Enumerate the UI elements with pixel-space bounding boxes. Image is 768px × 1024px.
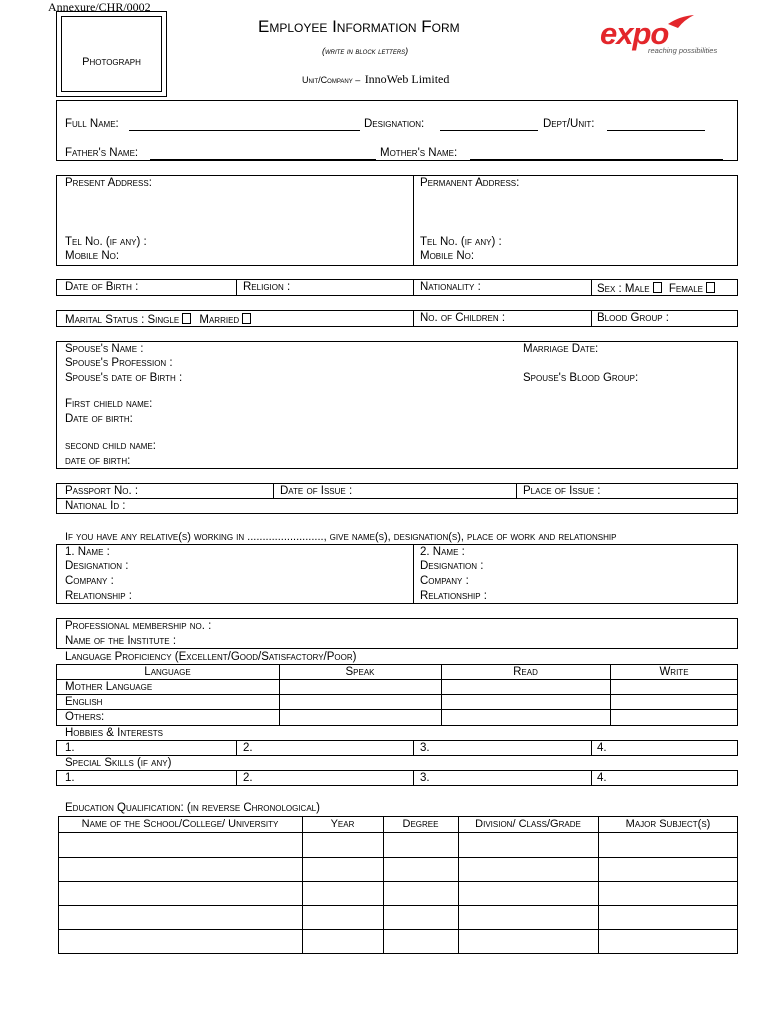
unit-value: InnoWeb Limited (364, 72, 450, 86)
married-checkbox[interactable] (242, 313, 251, 324)
skill-4: 4. (597, 772, 607, 784)
relatives-section (56, 544, 738, 604)
hobby-2: 2. (243, 742, 253, 754)
relative-1-designation-label: Designation : (65, 560, 129, 572)
education-table (58, 816, 738, 954)
form-title: Employee Information Form (258, 17, 460, 36)
relative-1-relationship-label: Relationship : (65, 590, 133, 602)
date-of-issue-label: Date of Issue : (280, 485, 353, 497)
language-col-speak: Speak (345, 666, 375, 678)
designation-field[interactable] (440, 130, 538, 131)
spouse-dob-label: Spouse's date of Birth : (65, 372, 183, 384)
full-name-label: Full Name: (65, 118, 119, 130)
skills-row (56, 770, 738, 786)
education-col-school: Name of the School/College/ University (81, 818, 279, 830)
nationality-label: Nationality : (420, 281, 481, 293)
second-child-dob-label: date of birth: (65, 455, 131, 467)
permanent-tel-label: Tel No. (if any) : (420, 236, 502, 248)
hobbies-row (56, 740, 738, 756)
single-checkbox[interactable] (182, 313, 191, 324)
present-tel-label: Tel No. (if any) : (65, 236, 147, 248)
sex-female-label: Female (668, 283, 703, 295)
skill-1: 1. (65, 772, 75, 784)
sex-male-label: Sex : Male (597, 283, 650, 295)
skills-heading: Special Skills (if any) (65, 757, 172, 769)
second-child-name-label: second child name: (65, 440, 156, 452)
language-col-read: Read (513, 666, 538, 678)
mother-name-label: Mother's Name: (380, 147, 458, 159)
education-col-division: Division/ Class/Grade (475, 818, 581, 830)
membership-label: Professional membership no. : (65, 620, 212, 632)
document-reference: Annexure/CHR/0002 (48, 0, 151, 14)
logo-tagline: reaching possibilities (648, 46, 718, 55)
first-child-dob-label: Date of birth: (65, 413, 133, 425)
relative-2-relationship-label: Relationship : (420, 590, 488, 602)
logo-brand: expo (600, 16, 669, 51)
full-name-field[interactable] (129, 130, 360, 131)
education-heading: Education Qualification: (in reverse Chronological) (65, 802, 320, 814)
marriage-date-label: Marriage Date: (523, 343, 599, 355)
relative-1-name-label: 1. Name : (65, 546, 110, 558)
hobby-4: 4. (597, 742, 607, 754)
male-checkbox[interactable] (653, 282, 662, 293)
relative-1-company-label: Company : (65, 575, 114, 587)
skill-2: 2. (243, 772, 253, 784)
skill-3: 3. (420, 772, 430, 784)
language-heading: Language Proficiency (Excellent/Good/Satisfactory/Poor) (65, 651, 357, 663)
female-checkbox[interactable] (706, 282, 715, 293)
permanent-address-label: Permanent Address: (420, 177, 520, 189)
relative-2-name-label: 2. Name : (420, 546, 465, 558)
form-subtitle: (write in block letters) (322, 46, 409, 56)
hobbies-heading: Hobbies & Interests (65, 727, 164, 739)
photograph-frame (56, 11, 167, 97)
address-section (56, 175, 738, 266)
marital-single-label: Marital Status : Single (65, 314, 180, 326)
sex-field (597, 282, 715, 296)
dept-unit-label: Dept/Unit: (543, 118, 595, 130)
father-name-field[interactable] (150, 159, 376, 160)
hobby-1: 1. (65, 742, 75, 754)
institute-label: Name of the Institute : (65, 635, 177, 647)
language-row-english: English (65, 696, 103, 708)
place-of-issue-label: Place of Issue : (523, 485, 601, 497)
expo-logo (598, 14, 743, 58)
passport-no-label: Passport No. : (65, 485, 139, 497)
mother-name-field[interactable] (470, 159, 723, 160)
first-child-name-label: First chield name: (65, 398, 153, 410)
designation-label: Designation: (364, 118, 425, 130)
dob-label: Date of Birth : (65, 281, 139, 293)
hobby-3: 3. (420, 742, 430, 754)
relative-2-designation-label: Designation : (420, 560, 484, 572)
language-col-write: Write (659, 666, 689, 678)
relatives-heading: If you have any relative(s) working in ........................., give name(s), designation(s), place of work and relationship (65, 531, 617, 543)
education-col-subjects: Major Subject(s) (625, 818, 711, 830)
unit-label: Unit/Company – (302, 75, 361, 85)
national-id-label: National Id : (65, 500, 126, 512)
education-col-degree: Degree (402, 818, 439, 830)
language-row-others: Others: (65, 711, 105, 723)
photograph-label: Photograph (82, 56, 141, 68)
present-address-label: Present Address: (65, 177, 152, 189)
dept-unit-field[interactable] (607, 130, 705, 131)
language-col-language: Language (144, 666, 191, 678)
father-name-label: Father's Name: (65, 147, 139, 159)
spouse-blood-group-label: Spouse's Blood Group: (523, 372, 639, 384)
marital-status-field (65, 313, 251, 327)
language-row-mother: Mother Language (65, 681, 153, 693)
children-label: No. of Children : (420, 312, 506, 324)
unit-company (302, 70, 449, 88)
religion-label: Religion : (243, 281, 291, 293)
permanent-mobile-label: Mobile No: (420, 250, 475, 262)
present-mobile-label: Mobile No: (65, 250, 120, 262)
spouse-name-label: Spouse's Name : (65, 343, 144, 355)
spouse-profession-label: Spouse's Profession : (65, 357, 173, 369)
marital-married-label: Married (199, 314, 240, 326)
education-col-year: Year (330, 818, 355, 830)
relative-2-company-label: Company : (420, 575, 469, 587)
blood-group-label: Blood Group : (597, 312, 669, 324)
